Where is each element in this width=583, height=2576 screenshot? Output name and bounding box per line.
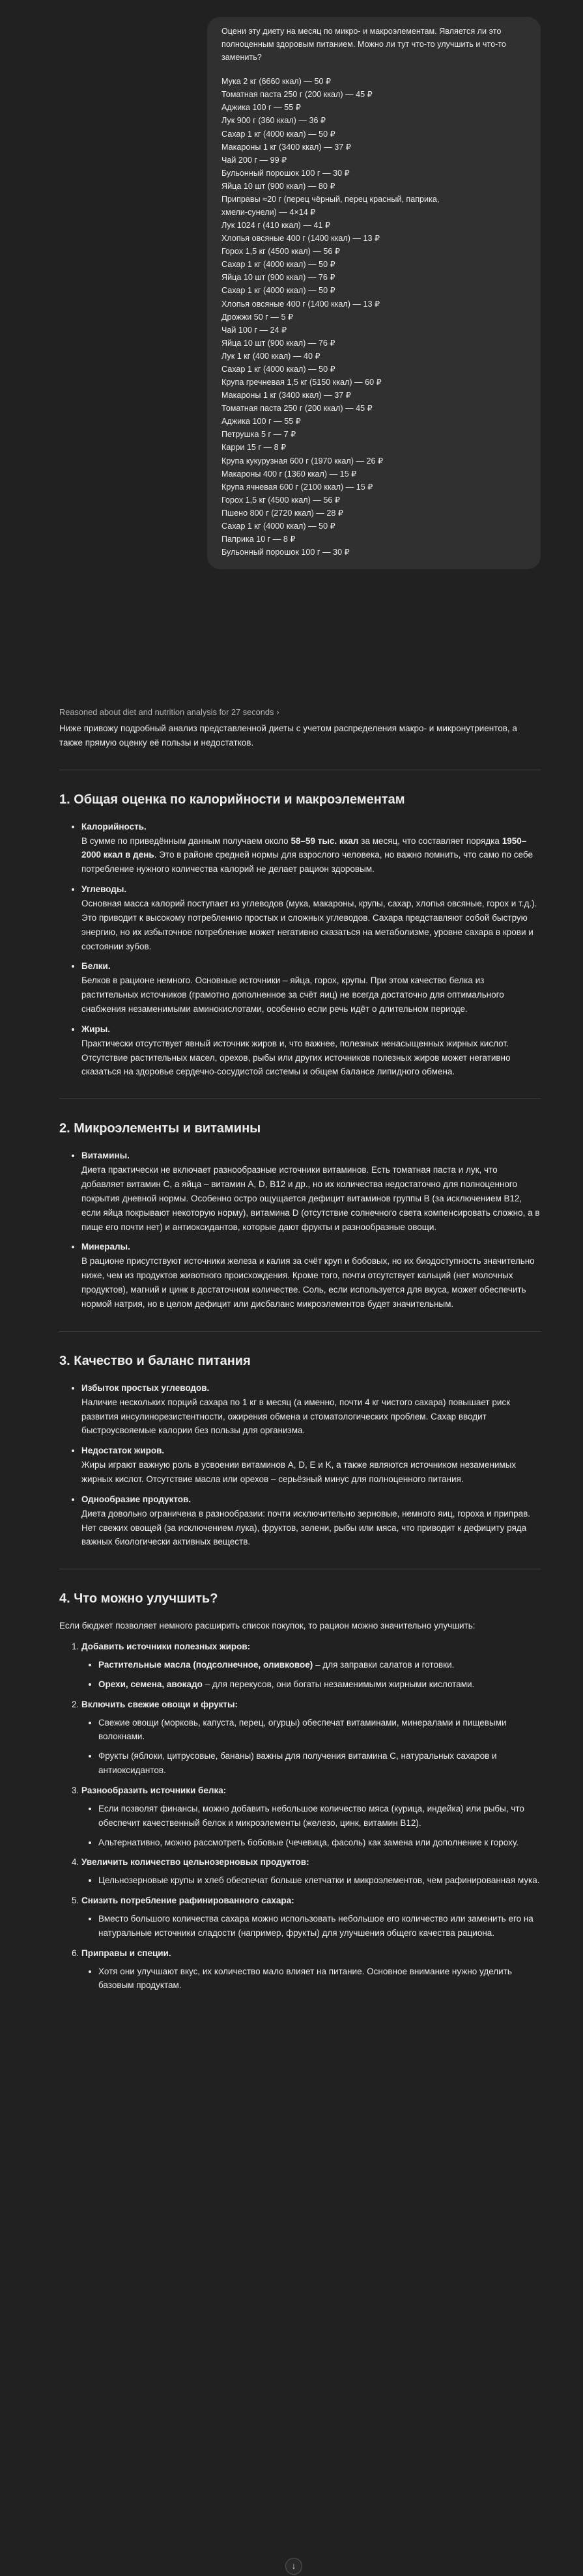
diet-line: Приправы ≈20 г (перец чёрный, перец красный, паприка, [221,194,440,204]
answer-intro: Ниже привожу подробный анализ представленной диеты с учетом распределения макро- и микронутриентов, а также прямую оценку её пользы и недостатков. [59,723,517,748]
diet-line: Макароны 1 кг (3400 ккал) — 37 ₽ [221,391,351,400]
section-3-list [59,1381,541,1549]
sublist [81,1716,541,1778]
item-title: • Избыток простых углеводов. [81,1382,210,1393]
item-title: • Углеводы. [81,884,127,895]
list-item [81,1381,541,1438]
item-title: 2. Включить свежие овощи и фрукты: [81,1699,238,1709]
item-text: Основная масса калорий поступает из углеводов (мука, макароны, крупы, сахар, хлопья овсяные, горох и т.д.). Это приводит к высокому потреблению простых и сложных углеводов. Сахара представляют собой быструю энергию, но их избыточное потребление может негативно сказаться на метаболизме, уровне сахара в крови и состоянии зубов. [81,899,537,951]
assistant-answer [59,721,541,1998]
diet-line: Чай 100 г — 24 ₽ [221,325,287,335]
list-item [81,959,541,1016]
diet-line: Мука 2 кг (6660 ккал) — 50 ₽ [221,77,331,87]
list-item [81,1444,541,1487]
user-message-bubble [207,17,541,569]
list-item [81,1492,541,1549]
diet-line: Аджика 100 г — 55 ₽ [221,103,301,113]
text-fragment: за месяц, что составляет порядка [358,835,502,846]
section-2-list [59,1149,541,1311]
list-item [81,1894,541,1940]
item-title: • Калорийность. [81,821,147,832]
diet-line: Лук 1024 г (410 ккал) — 41 ₽ [221,221,330,231]
list-item [81,1149,541,1234]
item-title: • Белки. [81,961,111,972]
bold-fragment: Растительные масла (подсолнечное, оливковое) [98,1659,313,1670]
item-text: Практически отсутствует явный источник жиров и, что важнее, полезных ненасыщенных жирных кислот. Отсутствие растительных масел, орехов, рыбы или других источников полезных жиров может негативно сказаться на здоровье сердечно-сосудистой системы и общем балансе липидного обмена. [81,1038,511,1077]
diet-line: Крупа гречневая 1,5 кг (5150 ккал) — 60 ₽ [221,378,382,387]
list-item [81,1946,541,1993]
section-heading-2: 2. Микроэлементы и витамины [59,1121,261,1136]
item-title: 5. Снизить потребление рафинированного сахара: [81,1896,294,1906]
diet-line: Макароны 400 г (1360 ккал) — 15 ₽ [221,469,357,479]
text-fragment: Вместо большого количества сахара можно использовать небольшое его количество или заменить его на натуральные источники сладости (например, фрукты) для улучшения общего качества рациона. [98,1913,533,1938]
sublist-item [98,1749,541,1778]
text-fragment: – для перекусов, они богаты незаменимыми жирными кислотами. [202,1679,475,1689]
item-title: 4. Увеличить количество цельнозерновых продуктов: [81,1857,309,1868]
diet-line: Сахар 1 кг (4000 ккал) — 50 ₽ [221,364,335,374]
diet-line: Макароны 1 кг (3400 ккал) — 37 ₽ [221,142,351,152]
item-title: 3. Разнообразить источники белка: [81,1785,227,1795]
sublist-item [98,1716,541,1744]
diet-line: Сахар 1 кг (4000 ккал) — 50 ₽ [221,260,335,270]
sublist [81,1802,541,1850]
sublist-item [98,1677,541,1692]
diet-line: Сахар 1 кг (4000 ккал) — 50 ₽ [221,286,335,296]
divider [59,1331,541,1332]
item-text: Диета практически не включает разнообразные источники витаминов. Есть томатная паста и лук, что добавляет витамин C, а яйца – витамин A, D, B12 и др., но их количества недостаточно для полноценного покрытия дневной нормы. Особенно остро ощущается дефицит витаминов группы B (за исключением B12, если яйца покрывают некоторую норму), витамина D (отсутствие солнечного света компенсировать сложно, а в пище его почти нет) и антиоксидантов, которые дают фрукты и разнообразные овощи. [81,1165,540,1232]
sublist-item [98,1802,541,1830]
diet-line: Паприка 10 г — 8 ₽ [221,534,296,544]
diet-line: Сахар 1 кг (4000 ккал) — 50 ₽ [221,521,335,531]
diet-line: Томатная паста 250 г (200 ккал) — 45 ₽ [221,90,373,100]
diet-line: Карри 15 г — 8 ₽ [221,443,287,453]
diet-line: Чай 200 г — 99 ₽ [221,155,287,165]
diet-line: Лук 900 г (360 ккал) — 36 ₽ [221,116,326,126]
text-fragment: Свежие овощи (морковь, капуста, перец, огурцы) обеспечат витаминами, минералами и пищевыми волокнами. [98,1717,507,1742]
item-text: Жиры играют важную роль в усвоении витаминов A, D, E и K, а также являются источником незаменимых жирных кислот. Отсутствие масла или орехов – серьёзный минус для полноценного питания. [81,1460,517,1484]
text-fragment: Альтернативно, можно рассмотреть бобовые (чечевица, фасоль) как замена или дополнение к гороху. [98,1837,519,1847]
diet-line: Яйца 10 шт (900 ккал) — 76 ₽ [221,338,335,348]
reasoning-label: Reasoned about diet and nutrition analysis for 27 seconds [59,707,274,717]
sublist-item [98,1965,541,1993]
diet-line: Горох 1,5 кг (4500 ккал) — 56 ₽ [221,247,340,257]
diet-line: Бульонный порошок 100 г — 30 ₽ [221,548,350,557]
diet-line: Дрожжи 50 г — 5 ₽ [221,312,293,322]
item-title: • Витамины. [81,1151,130,1161]
user-message-list [221,75,526,559]
list-item [81,1855,541,1888]
diet-line: Горох 1,5 кг (4500 ккал) — 56 ₽ [221,495,340,505]
item-text: В рационе присутствуют источники железа и калия за счёт круп и бобовых, но их биодоступность значительно ниже, чем из продуктов животного происхождения. Кроме того, почти отсутствует кальций (нет молочных продуктов), магний и цинк в достаточном количестве. Соль, если используется для вкуса, может обеспечить нормой натрия, но в целом дефицит или дисбаланс микроэлементов будет значительным. [81,1256,535,1309]
diet-line: Крупа ячневая 600 г (2100 ккал) — 15 ₽ [221,482,373,492]
diet-line: Яйца 10 шт (900 ккал) — 76 ₽ [221,273,335,283]
text-fragment: Фрукты (яблоки, цитрусовые, бананы) важны для получения витамина C, натуральных сахаров и антиоксидантов. [98,1751,497,1776]
diet-line: Лук 1 кг (400 ккал) — 40 ₽ [221,351,320,361]
reasoning-toggle[interactable] [59,706,279,720]
diet-line: Крупа кукурузная 600 г (1970 ккал) — 26 ₽ [221,456,384,466]
item-text [81,834,541,877]
item-text: Наличие нескольких порций сахара по 1 кг в месяц (а именно, почти 4 кг чистого сахара) повышает риск развития инсулинорезистентности, ожирения обмена и стоматологических проблем. Сахар вводит быстроусвояемые калории без пользы для организма. [81,1397,511,1436]
sublist-item [98,1873,541,1888]
bold-fragment: 58–59 тыс. ккал [291,835,359,846]
item-text: Диета довольно ограничена в разнообразии: почти исключительно зерновые, немного яиц, гороха и приправ. Нет свежих овощей (за исключением лука), фруктов, зелени, рыбы или мяса, что приводит к дефициту ряда важных биологически активных веществ. [81,1508,531,1547]
diet-line: Петрушка 5 г — 7 ₽ [221,430,296,440]
section-1-list [59,820,541,1080]
list-item [81,1784,541,1849]
section-heading-4: 4. Что можно улучшить? [59,1591,218,1606]
sublist-item [98,1658,541,1672]
sublist [81,1965,541,1993]
item-title: 6. Приправы и специи. [81,1948,171,1958]
text-fragment: . Это в районе средней нормы для взрослого человека, но важно помнить, что само по себе потребление нужного количества калорий не делает рацион здоровым. [81,850,533,875]
list-item [81,820,541,876]
text-fragment: – для заправки салатов и готовки. [313,1659,455,1670]
list-item [81,882,541,953]
diet-line: Аджика 100 г — 55 ₽ [221,417,301,427]
section-4-intro: Если бюджет позволяет немного расширить список покупок, то рацион можно значительно улучшить: [59,1621,476,1631]
list-item [81,1698,541,1778]
bold-fragment: 1950–2000 ккал в день [81,835,527,860]
sublist [81,1658,541,1692]
item-title: • Жиры. [81,1024,111,1034]
item-title: • Однообразие продуктов. [81,1494,192,1504]
item-title: • Минералы. [81,1242,130,1252]
sublist-item [98,1912,541,1940]
diet-line: Хлопья овсяные 400 г (1400 ккал) — 13 ₽ [221,299,380,309]
list-item [81,1240,541,1311]
diet-line: Бульонный порошок 100 г — 30 ₽ [221,168,350,178]
sublist [81,1912,541,1940]
diet-line: Яйца 10 шт (900 ккал) — 80 ₽ [221,181,335,191]
list-item [81,1022,541,1079]
section-4-list [59,1640,541,1993]
item-title: 1. Добавить источники полезных жиров: [81,1642,251,1652]
text-fragment: В сумме по приведённым данным получаем около [81,835,291,846]
sublist [81,1873,541,1888]
diet-line: Пшено 800 г (2720 ккал) — 28 ₽ [221,508,343,518]
text-fragment: Цельнозерновые крупы и хлеб обеспечат больше клетчатки и микроэлементов, чем рафинированная мука. [98,1875,540,1886]
diet-line: Сахар 1 кг (4000 ккал) — 50 ₽ [221,129,335,139]
diet-line: Томатная паста 250 г (200 ккал) — 45 ₽ [221,404,373,413]
section-heading-1: 1. Общая оценка по калорийности и макроэлементам [59,792,405,807]
sublist-item [98,1836,541,1850]
user-question: Оцени эту диету на месяц по микро- и макроэлементам. Является ли это полноценным здоровым питанием. Можно ли тут что-то улучшить и что-то заменить? [221,27,506,63]
diet-line: хмели-сунели) — 4×14 ₽ [221,208,316,217]
scroll-down-button[interactable] [285,2558,302,2575]
diet-line: Хлопья овсяные 400 г (1400 ккал) — 13 ₽ [221,234,380,244]
item-text: Белков в рационе немного. Основные источники – яйца, горох, крупы. При этом качество белка из растительных источников (грамотно дополненное за счёт яиц) не всегда достаточно для оптимального снабжения незаменимыми аминокислотами, особенно если речь идёт о длительном периоде. [81,975,504,1015]
text-fragment: Хотя они улучшают вкус, их количество мало влияет на питание. Основное внимание нужно уделить базовым продуктам. [98,1966,512,1991]
section-heading-3: 3. Качество и баланс питания [59,1353,251,1368]
bold-fragment: Орехи, семена, авокадо [98,1679,203,1689]
item-title: • Недостаток жиров. [81,1446,165,1456]
arrow-down-icon: ↓ [291,2560,296,2571]
chevron-right-icon: › [276,707,279,717]
text-fragment: Если позволят финансы, можно добавить небольшое количество мяса (курица, индейка) или рыбы, что обеспечит качественный белок и микроэлементы (железо, цинк, витамин B12). [98,1803,524,1828]
list-item [81,1640,541,1692]
